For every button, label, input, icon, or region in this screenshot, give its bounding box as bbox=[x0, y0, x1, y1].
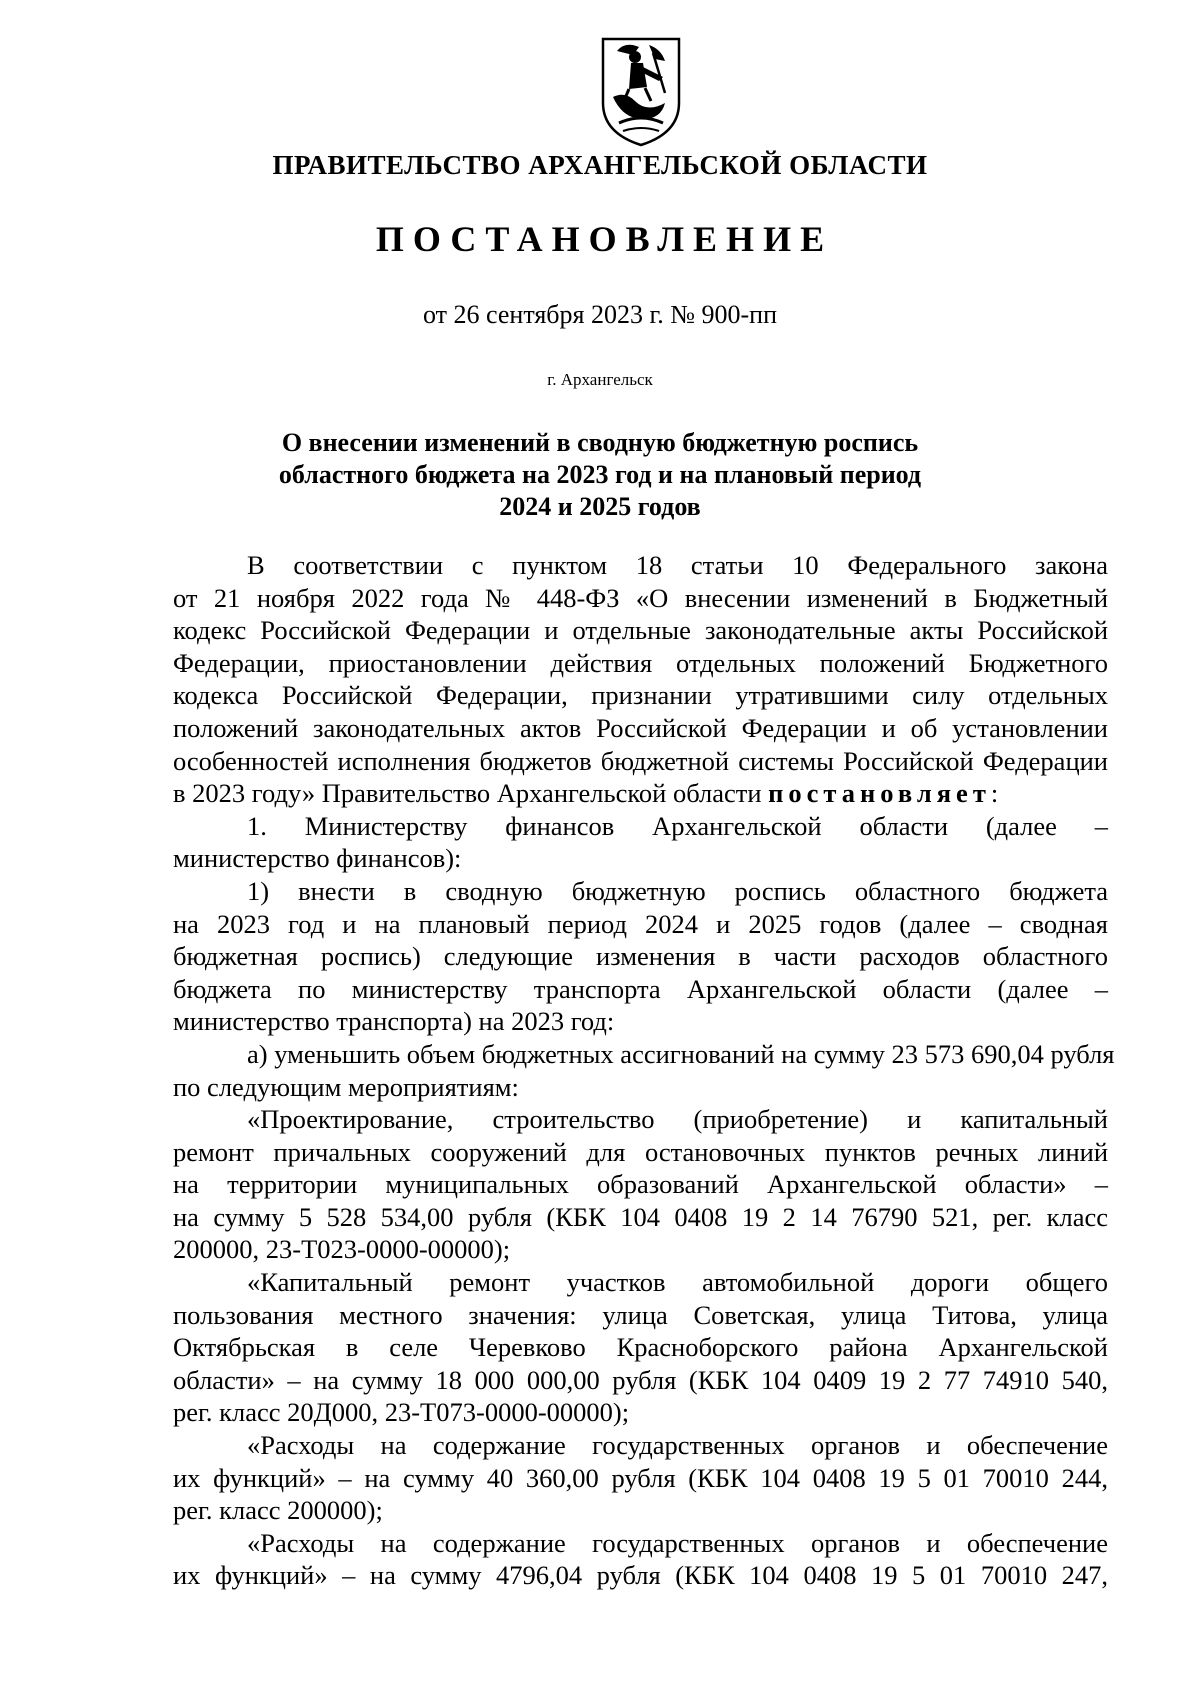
body-line: на сумму 5 528 534,00 рубля (КБК 104 0408 19 2 14 76790 521, рег. класс bbox=[173, 1201, 1108, 1232]
document-type: ПОСТАНОВЛЕНИЕ bbox=[375, 219, 834, 259]
preamble-text: в 2023 году» Правительство Архангельской области bbox=[173, 778, 769, 809]
body-line: ремонт причальных сооружений для остановочных пунктов речных линий bbox=[173, 1136, 1108, 1167]
body-line: по следующим мероприятиям: bbox=[173, 1071, 519, 1102]
body-line: рег. класс 200000); bbox=[173, 1495, 383, 1526]
body-line: «Расходы на содержание государственных органов и обеспечение bbox=[247, 1527, 1108, 1558]
body-line: В соответствии с пунктом 18 статьи 10 Федерального закона bbox=[247, 550, 1108, 580]
body-line: их функций» – на сумму 40 360,00 рубля (КБК 104 0408 19 5 01 70010 244, bbox=[173, 1462, 1108, 1493]
body-line: 200000, 23-Т023-0000-00000); bbox=[173, 1234, 511, 1265]
body-line: Федерации, приостановлении действия отдельных положений Бюджетного bbox=[173, 647, 1108, 678]
body-line: на 2023 год и на плановый период 2024 и 2025 годов (далее – сводная bbox=[173, 908, 1108, 939]
document-date-number: от 26 сентября 2023 г. № 900-пп bbox=[422, 300, 778, 329]
body-line: их функций» – на сумму 4796,04 рубля (КБК 104 0408 19 5 01 70010 247, bbox=[173, 1560, 1108, 1591]
document-body bbox=[173, 549, 1115, 1592]
body-line: кодекс Российской Федерации и отдельные законодательные акты Российской bbox=[173, 615, 1108, 646]
body-line: «Проектирование, строительство (приобретение) и капитальный bbox=[247, 1104, 1108, 1135]
body-line: министерство транспорта) на 2023 год: bbox=[173, 1006, 615, 1037]
subject-line: 2024 и 2025 годов bbox=[499, 492, 701, 521]
body-line: особенностей исполнения бюджетов бюджетной системы Российской Федерации bbox=[173, 745, 1108, 776]
document-subject bbox=[0, 427, 1200, 523]
preamble-colon: : bbox=[990, 778, 999, 809]
body-line: области» – на сумму 18 000 000,00 рубля (КБК 104 0409 19 2 77 74910 540, bbox=[173, 1364, 1108, 1395]
document-city: г. Архангельск bbox=[547, 370, 653, 389]
arkhangelsk-coat-of-arms-icon bbox=[595, 33, 687, 147]
body-line: «Расходы на содержание государственных органов и обеспечение bbox=[247, 1430, 1108, 1461]
body-line: бюджетная роспись) следующие изменения в части расходов областного bbox=[173, 941, 1108, 972]
resolves-word: постановляет bbox=[768, 778, 991, 809]
body-line: министерство финансов): bbox=[173, 843, 462, 874]
body-line: Октябрьская в селе Черевково Красноборского района Архангельской bbox=[173, 1332, 1108, 1363]
body-line: «Капитальный ремонт участков автомобильной дороги общего bbox=[247, 1267, 1108, 1298]
body-line: положений законодательных актов Российской Федерации и об установлении bbox=[173, 712, 1108, 743]
body-line: бюджета по министерству транспорта Архангельской области (далее – bbox=[173, 973, 1108, 1004]
body-line: пользования местного значения: улица Советская, улица Титова, улица bbox=[173, 1299, 1108, 1330]
body-line: рег. класс 20Д000, 23-Т073-0000-00000); bbox=[173, 1397, 630, 1428]
body-line: на территории муниципальных образований Архангельской области» – bbox=[173, 1169, 1108, 1200]
body-line: 1) внести в сводную бюджетную роспись областного бюджета bbox=[247, 875, 1108, 906]
body-line bbox=[173, 777, 1108, 810]
organization-title: ПРАВИТЕЛЬСТВО АРХАНГЕЛЬСКОЙ ОБЛАСТИ bbox=[272, 150, 928, 180]
subject-line: О внесении изменений в сводную бюджетную роспись bbox=[281, 428, 919, 457]
subject-line: областного бюджета на 2023 год и на плановый период bbox=[278, 460, 922, 489]
body-line: кодекса Российской Федерации, признании утратившими силу отдельных bbox=[173, 680, 1108, 711]
body-line: 1. Министерству финансов Архангельской области (далее – bbox=[247, 810, 1108, 841]
body-line: а) уменьшить объем бюджетных ассигнований на сумму 23 573 690,04 рубля bbox=[247, 1038, 1115, 1069]
body-line: от 21 ноября 2022 года № 448-ФЗ «О внесении изменений в Бюджетный bbox=[173, 582, 1108, 613]
